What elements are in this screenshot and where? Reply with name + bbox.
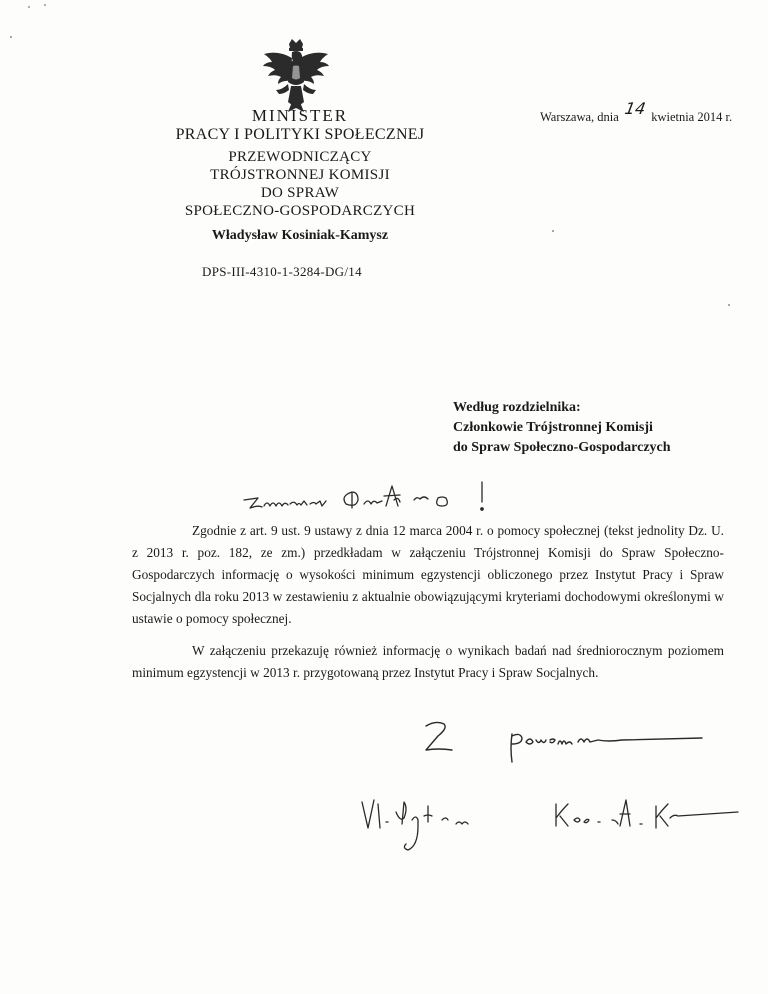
scan-speck [28, 6, 30, 8]
scan-speck [44, 4, 46, 6]
date-prefix: Warszawa, dnia [540, 110, 619, 124]
recipient-line: Według rozdzielnika: [453, 400, 581, 415]
role-line: TRÓJSTRONNEJ KOMISJI [210, 167, 390, 183]
scan-speck [10, 36, 12, 38]
role-line: DO SPRAW [260, 185, 340, 201]
recipient-line: do Spraw Społeczno-Gospodarczych [453, 440, 671, 455]
date-day-handwritten: 14 [623, 99, 647, 118]
ministry-name: PRACY I POLITYKI SPOŁECZNEJ [175, 126, 425, 143]
handwritten-signature [360, 792, 740, 856]
recipient-block [453, 398, 671, 458]
role-line: SPOŁECZNO-GOSPODARCZYCH [184, 203, 416, 219]
letterhead [130, 106, 470, 244]
polish-eagle-icon [262, 38, 330, 114]
role-line: PRZEWODNICZĄCY [228, 149, 372, 165]
body-paragraph: W załączeniu przekazuję również informację o wynikach badań nad średniorocznym poziomem minimum egzystencji w 2013 r. przygotowaną przez Instytut Pracy i Spraw Socjalnych. [132, 643, 724, 680]
date-suffix: kwietnia 2014 r. [651, 110, 733, 124]
handwritten-closing [420, 718, 710, 766]
letter-date [540, 99, 733, 125]
letter-body [132, 520, 724, 684]
minister-title: MINISTER [251, 106, 349, 125]
scan-speck [728, 304, 730, 306]
recipient-line: Członkowie Trójstronnej Komisji [453, 420, 653, 435]
scan-speck [552, 230, 554, 232]
handwritten-salutation [242, 478, 512, 514]
minister-name: Władysław Kosiniak-Kamysz [211, 228, 389, 243]
reference-number: DPS-III-4310-1-3284-DG/14 [202, 264, 362, 279]
body-paragraph: Zgodnie z art. 9 ust. 9 ustawy z dnia 12 marca 2004 r. o pomocy społecznej (tekst jednolity Dz. U. z 2013 r. poz. 182, ze zm.) przedkładam w załączeniu Trójstronnej Komisji do Spraw Społeczno-Gospodarczych informację o wysokości minimum egzystencji obliczonego przez Instytut Pracy i Spraw Socjalnych dla roku 2013 w zestawieniu z aktualnie obowiązującymi kryteriami dochodowymi określonymi w ustawie o pomocy społecznej. [132, 523, 724, 626]
